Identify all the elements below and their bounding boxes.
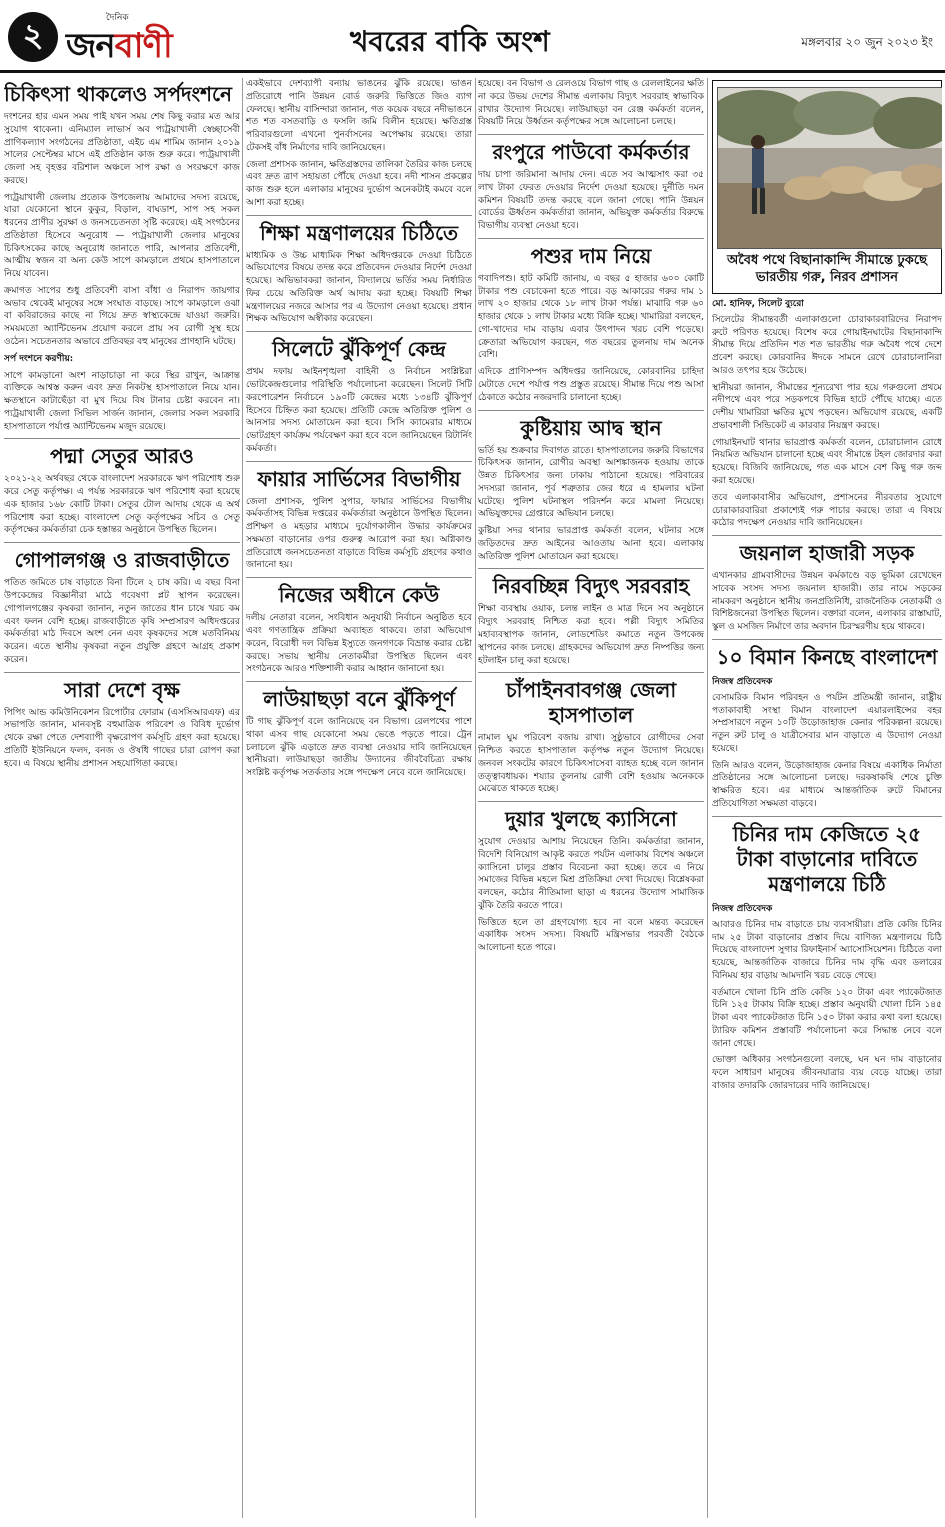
article-separator xyxy=(478,672,704,673)
article-text: প্রথম দফায় আইনশৃঙ্খলা বাহিনী ও নির্বাচন সংশ্লিষ্টরা ভোটকেন্দ্রগুলোর পরিস্থিতি পর্যালোচনা করেছেন। সিলেট সিটি করপোরেশন নির্বাচনে ১৯০টি কেন্দ্রের মধ্যে ১৩৪টি ঝুঁকিপূর্ণ হিসেবে চিহ্নিত করা হয়েছে। প্রতিটি কেন্দ্রে অতিরিক্ত পুলিশ ও আনসার সদস্য মোতায়েন করা হবে। সিসি ক্যামেরার মাধ্যমে ভোটগ্রহণ কার্যক্রম পর্যবেক্ষণ করা হবে বলে জানিয়েছেন রিটার্নিং কর্মকর্তা। xyxy=(246,367,472,454)
cattle-photo-image xyxy=(718,88,942,248)
article-text: তিনি আরও বলেন, উড়োজাহাজ কেনার বিষয়ে একাধিক নির্মাতা প্রতিষ্ঠানের সঙ্গে আলোচনা চলছে। দরকষাকষি শেষে চুক্তি স্বাক্ষরিত হবে। এর মাধ্যমে আন্তর্জাতিক রুটে বিমানের প্রতিযোগিতা সক্ষমতা বাড়বে। xyxy=(712,760,942,809)
article-separator xyxy=(4,672,240,673)
byline: নিজস্ব প্রতিবেদক xyxy=(712,676,773,687)
article-text: এদিকে প্রাণিসম্পদ অধিদপ্তর জানিয়েছে, কোরবানির চাহিদা মেটাতে দেশে পর্যাপ্ত পশু প্রস্তুত রয়েছে। সীমান্ত দিয়ে পশু আসা ঠেকাতে কঠোর নজরদারি চালানো হচ্ছে। xyxy=(478,367,704,403)
article-text: দলীয় নেতারা বলেন, সংবিধান অনুযায়ী নির্বাচন অনুষ্ঠিত হবে এবং গণতান্ত্রিক প্রক্রিয়া অব্যাহত থাকবে। তারা অভিযোগ করেন, বিরোধী দল বিভিন্ন ইস্যুতে জনগণকে বিভ্রান্ত করার চেষ্টা করছে। সভায় স্থানীয় নেতাকর্মীরা উপস্থিত ছিলেন এবং সংগঠনকে আরও শক্তিশালী করার আহ্বান জানানো হয়। xyxy=(246,613,472,675)
byline: মো. হানিফ, সিলেট ব্যুরো xyxy=(712,298,804,309)
photo-caption-headline[interactable]: অবৈধ পথে বিছানাকান্দি সীমান্তে ঢুকছে ভারতীয় গরু, নিরব প্রশাসন xyxy=(727,253,927,285)
masthead-rule xyxy=(0,70,945,73)
column-divider xyxy=(707,78,708,1518)
article-text: বর্তমানে খোলা চিনি প্রতি কেজি ১২০ টাকা এবং প্যাকেটজাত চিনি ১২৫ টাকায় বিক্রি হচ্ছে। প্রস্তাব অনুযায়ী খোলা চিনি ১৪৫ টাকা এবং প্যাকেটজাত চিনি ১৫০ টাকা করার কথা বলা হয়েছে। ট্যারিফ কমিশন প্রস্তাবটি পর্যালোচনা করে সিদ্ধান্ত নেবে বলে জানা গেছে। xyxy=(712,987,942,1049)
article-text: টি গাছ ঝুঁকিপূর্ণ বলে জানিয়েছে বন বিভাগ। রেলপথের পাশে থাকা এসব গাছ যেকোনো সময় ভেঙে পড়তে পারে। ট্রেন চলাচলে ঝুঁকি এড়াতে দ্রুত ব্যবস্থা নেওয়ার দাবি জানিয়েছেন স্থানীয়রা। লাউয়াছড়া জাতীয় উদ্যানের জীববৈচিত্র্য রক্ষায় সংশ্লিষ্ট কর্তৃপক্ষ সতর্কতার সঙ্গে পদক্ষেপ নেবে বলে জানিয়েছে। xyxy=(246,717,472,779)
article-text: ক্রমাগত সাপের শুধু প্রতিবেশী বাসা বাঁধা ও নিরাপদ জায়গার অভাব থেকেই মানুষের সঙ্গে সংঘাত বাড়ছে। সাপে কামড়ালে ওঝা বা কবিরাজের কাছে না গিয়ে দ্রুত স্বাস্থ্যকেন্দ্রে যাওয়া জরুরি। সময়মতো অ্যান্টিভেনম প্রয়োগ করলে প্রায় সব রোগী সুস্থ হয়ে ওঠেন। সচেতনতার অভাবে প্রতিবছর বহু মানুষের প্রাণহানি ঘটছে। xyxy=(4,285,240,348)
article-separator xyxy=(712,535,942,536)
headline-fire[interactable]: ফায়ার সার্ভিসের বিভাগীয় xyxy=(257,466,461,491)
article-separator xyxy=(478,568,704,569)
column-4 xyxy=(712,78,942,1518)
article-text: ২০২১-২২ অর্থবছর থেকে বাংলাদেশ সরকারকে ঋণ পরিশোধ শুরু করে সেতু কর্তৃপক্ষ। এ পর্যন্ত সরকারকে ঋণ পরিশোধ করা হয়েছে এক হাজার ১৬৮ কোটি টাকা। সেতুর টোল আদায় থেকে এ অর্থ পরিশোধ করা হচ্ছে। বাংলাদেশ সেতু কর্তৃপক্ষের সচিব ও সেতু কর্তৃপক্ষের কর্মকর্তারা চেক হস্তান্তর অনুষ্ঠানে উপস্থিত ছিলেন। xyxy=(4,474,240,536)
article-text: মাধ্যমিক ও উচ্চ মাধ্যমিক শিক্ষা অধিদপ্তরকে দেওয়া চিঠিতে অভিযোগের বিষয়ে তদন্ত করে প্রতিবেদন দেওয়ার নির্দেশ দেওয়া হয়েছে। অভিভাবকরা জানান, বিদ্যালয়ে ভর্তির সময় নির্ধারিত ফির চেয়ে অতিরিক্ত অর্থ আদায় করা হচ্ছে। বিষয়টি শিক্ষা মন্ত্রণালয়ের নজরে আসার পর এ উদ্যোগ নেওয়া হয়েছে। প্রধান শিক্ষক অভিযোগ অস্বীকার করেছেন। xyxy=(246,250,472,325)
column-3 xyxy=(478,78,704,1518)
article-subhead: সর্প দংশনে করণীয়: xyxy=(4,353,74,364)
article-text: জেলা প্রশাসক, পুলিশ সুপার, ফায়ার সার্ভিসের বিভাগীয় কর্মকর্তাসহ বিভিন্ন দপ্তরের কর্মকর্তারা অনুষ্ঠানে উপস্থিত ছিলেন। প্রশিক্ষণ ও মহড়ার মাধ্যমে দুর্যোগকালীন উদ্ধার কার্যক্রমের সক্ষমতা বাড়ানোর ওপর গুরুত্ব আরোপ করা হয়। অগ্নিকাণ্ড প্রতিরোধে জনসচেতনতা বাড়াতে বিভিন্ন কর্মসূচি গ্রহণের কথাও জানানো হয়। xyxy=(246,496,472,571)
headline-casino[interactable]: দুয়ার খুলছে ক্যাসিনো xyxy=(505,807,677,832)
article-separator xyxy=(4,542,240,543)
headline-tree[interactable]: সারা দেশে বৃক্ষ xyxy=(64,677,180,702)
column-1 xyxy=(4,78,240,1518)
article-text: শিক্ষা ব্যবস্থায় ওয়াক, চলন্ত লাইন ও মাত্র দিনে সব অনুষ্ঠানে বিদ্যুৎ সরবরাহ নিশ্চিত করা হবে। পল্লী বিদ্যুৎ সমিতির মহাব্যবস্থাপক জানান, লোডশেডিং কমাতে নতুন উপকেন্দ্র স্থাপনের কাজ চলছে। গ্রাহকদের অভিযোগ দ্রুত নিষ্পত্তির জন্য হটলাইন চালু করা হয়েছে। xyxy=(478,604,704,666)
logo-wordmark: জনবাণী xyxy=(66,26,172,66)
page-number: ২ xyxy=(8,12,58,62)
article-text: ভোক্তা অধিকার সংগঠনগুলো বলছে, ঘন ঘন দাম বাড়ানোর ফলে সাধারণ মানুষের জীবনযাত্রার ব্যয় বেড়ে যাচ্ছে। তারা বাজার তদারকি জোরদারের দাবি জানিয়েছে। xyxy=(712,1055,942,1091)
headline-animals[interactable]: পশুর দাম নিয়ে xyxy=(530,243,652,268)
headline-road[interactable]: জয়নাল হাজারী সড়ক xyxy=(739,541,915,566)
article-text: গবাদিপশু। হাট কমিটি জানায়, এ বছর ৫ হাজার ৬০০ কোটি টাকার পশু বেচাকেনা হতে পারে। বড় আকারের গরুর দাম ১ লাখ ২০ হাজার থেকে ১৮ লাখ টাকা পর্যন্ত। মাঝারি গরু ৬০ হাজার থেকে ১ লাখ টাকার মধ্যে বিক্রি হচ্ছে। খামারিরা বলছেন, গো-খাদ্যের দাম বাড়ায় এবার উৎপাদন খরচ বেশি পড়েছে। ক্রেতারা অভিযোগ করছেন, গত বছরের তুলনায় দাম অনেক বেশি। xyxy=(478,273,704,361)
section-title: খবরের বাকি অংশ xyxy=(350,25,550,58)
article-separator xyxy=(478,134,704,135)
article-separator xyxy=(478,238,704,239)
article-separator xyxy=(246,681,472,682)
article-text: বেসামরিক বিমান পরিবহন ও পর্যটন প্রতিমন্ত্রী জানান, রাষ্ট্রীয় পতাকাবাহী সংস্থা বিমান বাংলাদেশ এয়ারলাইন্সের বহর সম্প্রসারণে নতুন ১০টি উড়োজাহাজ কেনার পরিকল্পনা রয়েছে। নতুন রুট চালু ও যাত্রীসেবার মান বাড়াতে এ উদ্যোগ নেওয়া হয়েছে। xyxy=(712,692,942,754)
article-separator xyxy=(712,639,942,640)
masthead xyxy=(0,0,945,74)
headline-rangpur[interactable]: রংপুরে পাউবো কর্মকর্তার xyxy=(492,140,690,165)
article-text: নামাল ঘুম পরিবেশ বজায় রাখা। সুষ্ঠুভাবে রোগীদের সেবা নিশ্চিত করতে হাসপাতাল কর্তৃপক্ষ নতুন উদ্যোগ নিয়েছে। জনবল সংকটের কারণে চিকিৎসাসেবা ব্যাহত হচ্ছে বলে জানান তত্ত্বাবধায়ক। শয্যার তুলনায় রোগী বেশি হওয়ায় অনেককে মেঝেতে থাকতে হচ্ছে। xyxy=(478,733,704,795)
article-text: পিপিং আন্ড কমিউনিকেশন রিপোর্টার ফোরাম (এসসিআরএফ) এর সভাপতি জানান, মানবসৃষ্ট বহুমাত্রিক পরিবেশ ও বিবিধ দুর্ভোগ থেকে রক্ষা পেতে দেশব্যাপী বৃক্ষরোপণ কর্মসূচি গ্রহণ করা হয়েছে। প্রতিটি ইউনিয়নে ফলদ, বনজ ও ঔষধি গাছের চারা রোপণ করা হবে। এ বিষয়ে স্থানীয় প্রশাসন সহযোগিতা করছে। xyxy=(4,707,240,769)
article-text: স্থানীয়রা জানান, সীমান্তের শূন্যরেখা পার হয়ে গরুগুলো প্রথমে নদীপথে এবং পরে সড়কপথে বিভিন্ন হাটে পৌঁছে যাচ্ছে। এতে দেশীয় খামারিরা ক্ষতির মুখে পড়ছেন। অভিযোগ রয়েছে, একটি প্রভাবশালী সিন্ডিকেট এ কারবার নিয়ন্ত্রণ করছে। xyxy=(712,382,942,431)
headline-gopalganj[interactable]: গোপালগঞ্জ ও রাজবাড়ীতে xyxy=(14,548,230,573)
article-separator xyxy=(246,331,472,332)
article-text: সুযোগ দেওয়ার আশায় নিয়েছেন তিনি। কর্মকর্তারা জানান, বিদেশি বিনিয়োগ আকৃষ্ট করতে পর্যটন এলাকায় বিশেষ অঞ্চলে ক্যাসিনো চালুর প্রস্তাব বিবেচনা করা হচ্ছে। তবে এ নিয়ে সমাজের বিভিন্ন মহলে মিশ্র প্রতিক্রিয়া দেখা দিয়েছে। বিশ্লেষকরা বলছেন, কঠোর নীতিমালা ছাড়া এ ধরনের উদ্যোগ সামাজিক ঝুঁকি তৈরি করতে পারে। xyxy=(478,837,704,911)
article-separator xyxy=(712,816,942,817)
article-separator xyxy=(478,410,704,411)
article-text: গোয়াইনঘাট থানার ভারপ্রাপ্ত কর্মকর্তা বলেন, চোরাচালান রোধে নিয়মিত অভিযান চালানো হচ্ছে এবং সীমান্তে টহল জোরদার করা হয়েছে। বিজিবি জানিয়েছে, গত এক মাসে বেশ কিছু গরু জব্দ করা হয়েছে। xyxy=(712,437,942,486)
article-text: দায় চাপা জরিমানা আদায় দেন। এতে সব আত্মসাৎ করা ৩৫ লাখ টাকা ফেরত দেওয়ার নির্দেশ দেওয়া হয়েছে। দুর্নীতি দমন কমিশন বিষয়টি তদন্ত করছে বলে জানা গেছে। পানি উন্নয়ন বোর্ডের ঊর্ধ্বতন কর্মকর্তারা জানান, অভিযুক্ত কর্মকর্তার বিরুদ্ধে বিভাগীয় ব্যবস্থা নেওয়া হবে। xyxy=(478,170,704,232)
article-text: ভর্তি হয় শুক্রবার দিবাগত রাতে। হাসপাতালের জরুরি বিভাগের চিকিৎসক জানান, রোগীর অবস্থা আশঙ্কাজনক হওয়ায় তাকে উন্নত চিকিৎসার জন্য ঢাকায় পাঠানো হয়েছে। পরিবারের সদস্যরা জানান, পূর্ব শত্রুতার জের ধরে এ হামলার ঘটনা ঘটেছে। পুলিশ ঘটনাস্থল পরিদর্শন করে মামলা নিয়েছে। অভিযুক্তদের গ্রেপ্তারে অভিযান চলছে। xyxy=(478,445,704,520)
article-separator xyxy=(246,461,472,462)
article-text: সিলেটের সীমান্তবর্তী এলাকাগুলো চোরাকারবারিদের নিরাপদ রুটে পরিণত হয়েছে। বিশেষ করে গোয়াইনঘাটের বিছানাকান্দি সীমান্ত দিয়ে প্রতিদিন শত শত ভারতীয় গরু অবৈধ পথে দেশে প্রবেশ করছে। কোরবানির ঈদকে সামনে রেখে চোরাচালানিরা আরও তৎপর হয়ে উঠেছে। xyxy=(712,314,942,376)
headline-electricity[interactable]: নিরবচ্ছিন্ন বিদ্যুৎ সরবরাহ xyxy=(492,574,690,599)
column-divider xyxy=(242,78,243,1518)
headline-kushtia[interactable]: কুষ্টিয়ায় আদ্ব স্থান xyxy=(520,415,662,440)
article-text: হয়েছে। বন বিভাগ ও রেলওয়ে বিভাগ গাছ ও রেললাইনের ক্ষতি না করে উভয় দেশের সীমান্ত এলাকায় বিদ্যুৎ সরবরাহ স্বাভাবিক রাখার উদ্যোগ নিয়েছে। লাউয়াছড়া বন রেঞ্জ কর্মকর্তা বলেন, বিষয়টি নিয়ে উর্ধ্বতন কর্তৃপক্ষের সঙ্গে আলোচনা চলছে। xyxy=(478,79,704,128)
headline-education[interactable]: শিক্ষা মন্ত্রণালয়ের চিঠিতে xyxy=(259,220,459,245)
article-text: দংশনের হার এমন সময় পাই যখন সময় শেষ কিছু করার মত আর সুযোগ থাকেনা। এনিম্যাল লাভার্স অব প্যট্রয়াখালী স্বেচ্ছাসেবী প্রাণিকল্যাণ সংগঠনের প্রতিষ্ঠাতা, এইচ এম শামিম জানান ২০১৯ সালের সেপ্টেম্বর মাসে এই প্রতিষ্ঠান কাজ শুরু করে। প্যট্রয়াখালী জেলা সহ বৃহত্তর বরিশাল অঞ্চলে সাপ রক্ষা ও সংরক্ষণে কাজ করছে। xyxy=(4,112,240,186)
article-text: পতিত জমিতে চাষ বাড়াতে বিনা টিলে ২ চাষ করি। এ বছর বিনা উপকেন্দ্রের বিজ্ঞানীরা মাঠে গবেষণা প্লট স্থাপন করেছেন। গোপালগঞ্জের কৃষকরা জানান, নতুন জাতের ধান চাষে খরচ কম এবং ফলন বেশি হচ্ছে। রাজবাড়ীতে কৃষি সম্প্রসারণ অধিদপ্তরের কর্মকর্তারা মাঠ দিবসে অংশ নেন এবং কৃষকদের সঙ্গে মতবিনিময় করেন। এতে স্থানীয় কৃষকরা নতুন প্রযুক্তি গ্রহণে আগ্রহ প্রকাশ করেন। xyxy=(4,578,240,665)
article-text: কুষ্টিয়া সদর থানার ভারপ্রাপ্ত কর্মকর্তা বলেন, ঘটনার সঙ্গে জড়িতদের দ্রুত আইনের আওতায় আনা হবে। এলাকায় অতিরিক্ত পুলিশ মোতায়েন করা হয়েছে। xyxy=(478,526,704,562)
logo-daily-label: দৈনিক xyxy=(106,13,129,23)
article-text: একইভাবে দেশব্যাপী বন্যায় ভাঙনের ঝুঁকি রয়েছে। ভাঙন প্রতিরোধে পানি উন্নয়ন বোর্ড জরুরি ভিত্তিতে জিও ব্যাগ ফেলছে। স্থানীয় বাসিন্দারা জানান, গত কয়েক বছরে নদীভাঙনে শত শত বসতবাড়ি ও ফসলি জমি বিলীন হয়েছে। ক্ষতিগ্রস্ত পরিবারগুলো এখনো পুনর্বাসনের অপেক্ষায় রয়েছে। তারা টেকসই বাঁধ নির্মাণের দাবি জানিয়েছেন। xyxy=(246,79,472,153)
newspaper-logo xyxy=(66,10,216,66)
photo-story-box xyxy=(712,80,942,294)
article-text: এখানকার গ্রামবাসীদের উন্নয়ন কর্মকাণ্ডে বড় ভূমিকা রেখেছেন সাবেক সংসদ সদস্য জয়নাল হাজারী। তার নামে সড়কের নামকরণ অনুষ্ঠানে স্থানীয় জনপ্রতিনিধি, রাজনৈতিক নেতাকর্মী ও বিশিষ্টজনেরা উপস্থিত ছিলেন। বক্তারা বলেন, এলাকার রাস্তাঘাট, স্কুল ও মসজিদ নির্মাণে তার অবদান চিরস্মরণীয় হয়ে থাকবে। xyxy=(712,571,942,633)
headline-padma[interactable]: পদ্মা সেতুর আরও xyxy=(50,444,194,469)
publication-date: মঙ্গলবার ২০ জুন ২০২৩ ইং xyxy=(801,35,933,49)
headline-sylhet-risk[interactable]: সিলেটে ঝুঁকিপূর্ণ কেন্দ্র xyxy=(272,337,446,362)
headline-lawachara[interactable]: লাউয়াছড়া বনে ঝুঁকিপূর্ণ xyxy=(263,687,455,712)
article-text: জেলা প্রশাসক জানান, ক্ষতিগ্রস্তদের তালিকা তৈরির কাজ চলছে এবং দ্রুত ত্রাণ সহায়তা পৌঁছে দেওয়া হবে। নদী শাসন প্রকল্পের কাজ শুরু হলে এলাকার মানুষের দুর্ভোগ অনেকটাই কমবে বলে আশা করা হচ্ছে। xyxy=(246,159,472,208)
article-separator xyxy=(478,801,704,802)
headline-own[interactable]: নিজের অধীনে কেউ xyxy=(278,583,440,608)
article-separator xyxy=(246,215,472,216)
byline: নিজস্ব প্রতিবেদক xyxy=(712,903,773,914)
column-2 xyxy=(246,78,472,1518)
headline-aircraft[interactable]: ১০ বিমান কিনছে বাংলাদেশ xyxy=(716,644,938,669)
headline-sugar[interactable]: চিনির দাম কেজিতে ২৫ টাকা বাড়ানোর দাবিতে মন্ত্রণালয়ে চিঠি xyxy=(732,821,922,896)
article-separator xyxy=(4,438,240,439)
headline-chikitsa[interactable]: চিকিৎসা থাকলেও সর্পদংশনে xyxy=(4,82,232,106)
article-text: আবারও চিনির দাম বাড়াতে চায় ব্যবসায়ীরা। প্রতি কেজি চিনির দাম ২৫ টাকা বাড়ানোর প্রস্তাব দিয়ে বাণিজ্য মন্ত্রণালয়ে চিঠি দিয়েছে বাংলাদেশ সুগার রিফাইনার্স অ্যাসোসিয়েশন। চিঠিতে বলা হয়েছে, আন্তর্জাতিক বাজারে চিনির দাম বৃদ্ধি এবং ডলারের বিনিময় হার বাড়ায় আমদানি খরচ বেড়ে গেছে। xyxy=(712,919,942,981)
article-separator xyxy=(246,577,472,578)
article-text: ভিত্তিতে হলে তা গ্রহণযোগ্য হবে না বলে মন্তব্য করেছেন একাধিক সংসদ সদস্য। বিষয়টি মন্ত্রিসভার পরবর্তী বৈঠকে আলোচনা হতে পারে। xyxy=(478,917,704,954)
column-divider xyxy=(475,78,476,1518)
article-text: তবে এলাকাবাসীর অভিযোগ, প্রশাসনের নীরবতার সুযোগে চোরাকারবারিরা প্রকাশ্যেই গরু পাচার করছে। তারা এ বিষয়ে কঠোর পদক্ষেপ নেওয়ার দাবি জানিয়েছেন। xyxy=(712,492,942,529)
article-text: প্যট্রয়াখালী জেলায় প্রত্যেক উপজেলায় আমাদের সদস্য রয়েছে, যারা যেকোনো স্থানে কুকুর, বিড়াল, বাঘডাশ, সাপ সহ সকল ধরনের প্রাণীর সুরক্ষা ও জনসচেতনতা সৃষ্টি করেছে। এই সংগঠনের প্রতিষ্ঠাতা হিসেবে অনুরোধ — প্যট্রয়াখালী জেলার মানুষের চিকিৎসকের কাছে অনুরোধ জানাতে পারি, আপনার প্রতিবেশী, আত্মীয় স্বজন বা অন্য কেউ সাপে কামড়ালে প্রথমে হাসপাতালে নিয়ে যাবেন। xyxy=(4,192,240,280)
headline-hospital[interactable]: চাঁপাইনবাবগঞ্জ জেলা হাসপাতাল xyxy=(505,678,677,728)
cattle-photo[interactable] xyxy=(717,87,942,249)
article-text: সাপে কামড়ানো অংশ নাড়াচাড়া না করে স্থির রাখুন, আক্রান্ত ব্যক্তিকে আশ্বস্ত করুন এবং দ্রুত নিকটস্থ হাসপাতালে নিয়ে যান। ক্ষতস্থানে কাটাছেঁড়া বা মুখ দিয়ে বিষ টানার চেষ্টা করবেন না। প্যট্রয়াখালী জেলা সিভিল সার্জন জানান, জেলার সকল সরকারি হাসপাতালে পর্যাপ্ত অ্যান্টিভেনম মজুদ রয়েছে। xyxy=(4,370,240,432)
